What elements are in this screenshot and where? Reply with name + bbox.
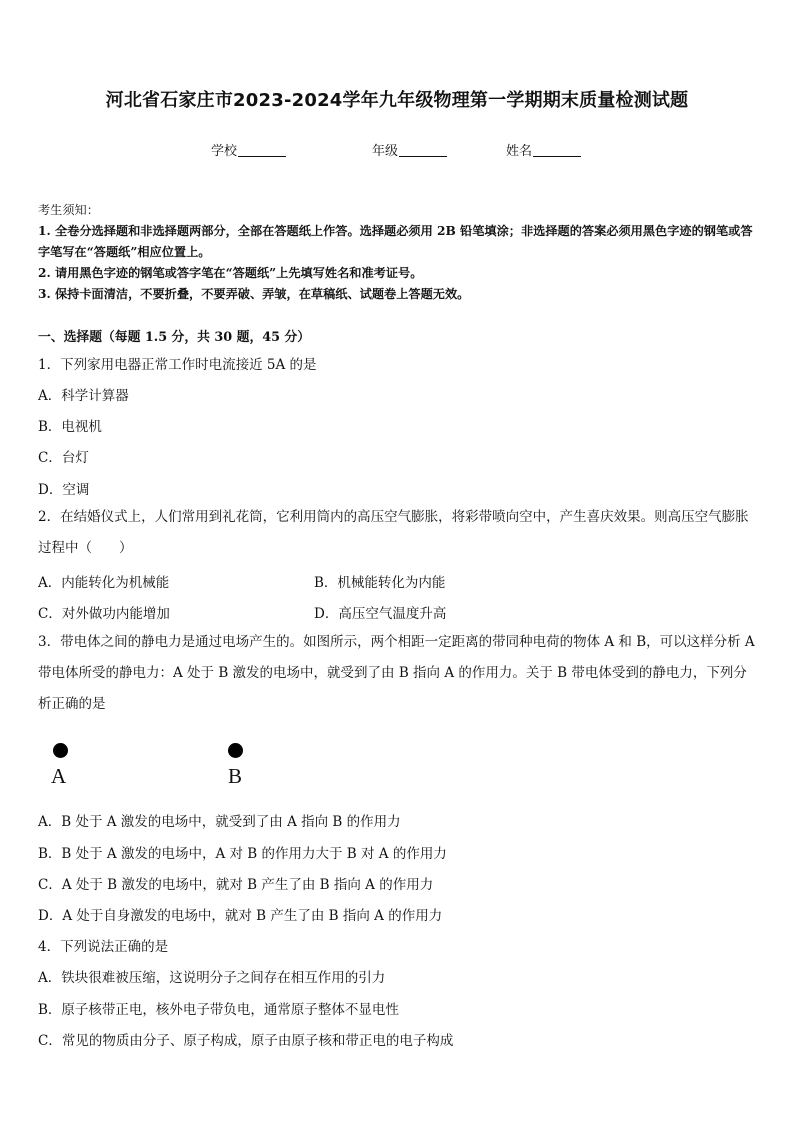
q4-option-c: C．常见的物质由分子、原子构成，原子由原子核和带正电的电子构成 [38,1033,454,1049]
notice-item-3: 3. 保持卡面清洁，不要折叠，不要弄破、弄皱，在草稿纸、试题卷上答题无效。 [38,287,470,301]
q3-stem: 3．带电体之间的静电力是通过电场产生的。如图所示，两个相距一定距离的带同种电荷的物体 A 和 B，可以这样分析 A 带电体所受的静电力：A 处于 B 激发的电场中，就受到了由 B 指向 A 的作用力。关于 B 带电体受到的静电力，下列分析正确的是 [38,634,755,712]
q3-option-b: B．B 处于 A 激发的电场中，A 对 B 的作用力大于 B 对 A 的作用力 [38,846,447,862]
name-blank [533,143,581,157]
school-field [211,140,286,159]
q3-option-c: C．A 处于 B 激发的电场中，就对 B 产生了由 B 指向 A 的作用力 [38,877,434,893]
q2-stem: 2．在结婚仪式上，人们常用到礼花筒，它利用筒内的高压空气膨胀，将彩带喷向空中，产生喜庆效果。则高压空气膨胀过程中（ ） [38,509,749,556]
q3-option-d: D．A 处于自身激发的电场中，就对 B 产生了由 B 指向 A 的作用力 [38,908,443,924]
name-label: 姓名 [506,144,533,159]
q4-stem: 4．下列说法正确的是 [38,939,169,955]
page-title: 河北省石家庄市2023-2024学年九年级物理第一学期期末质量检测试题 [105,90,689,111]
q3-option-a: A．B 处于 A 激发的电场中，就受到了由 A 指向 B 的作用力 [38,814,401,830]
charge-a-label: A [51,764,67,788]
grade-blank [399,143,447,157]
q1-option-b: B．电视机 [38,419,102,435]
name-field [506,140,581,159]
school-blank [238,143,286,157]
q2-option-b: B．机械能转化为内能 [314,575,446,591]
q1-option-c: C．台灯 [38,450,89,466]
notice-block [38,200,758,305]
notice-item-1: 1. 全卷分选择题和非选择题两部分，全部在答题纸上作答。选择题必须用 2B 铅笔填涂；非选择题的答案必须用黑色字迹的钢笔或答字笔写在“答题纸”相应位置上。 [38,224,753,259]
school-label: 学校 [211,144,238,159]
charge-b-label: B [228,764,243,788]
grade-field [372,140,447,159]
q4-option-a: A．铁块很难被压缩，这说明分子之间存在相互作用的引力 [38,970,386,986]
q1-option-d: D．空调 [38,482,90,498]
section-heading: 一、选择题（每题 1.5 分，共 30 题，45 分） [38,330,311,345]
grade-label: 年级 [372,144,399,159]
notice-heading: 考生须知： [38,203,99,217]
q4-option-b: B．原子核带正电，核外电子带负电，通常原子整体不显电性 [38,1002,399,1018]
charge-a-dot [53,743,68,758]
q2-option-c: C．对外做功内能增加 [38,606,170,622]
q2-option-d: D．高压空气温度升高 [314,606,447,622]
q2-option-a: A．内能转化为机械能 [38,575,170,591]
charge-b-dot [228,743,243,758]
notice-item-2: 2. 请用黑色字迹的钢笔或答字笔在“答题纸”上先填写姓名和准考证号。 [38,266,423,280]
q1-option-a: A．科学计算器 [38,388,129,404]
q1-stem: 1．下列家用电器正常工作时电流接近 5A 的是 [38,357,317,373]
